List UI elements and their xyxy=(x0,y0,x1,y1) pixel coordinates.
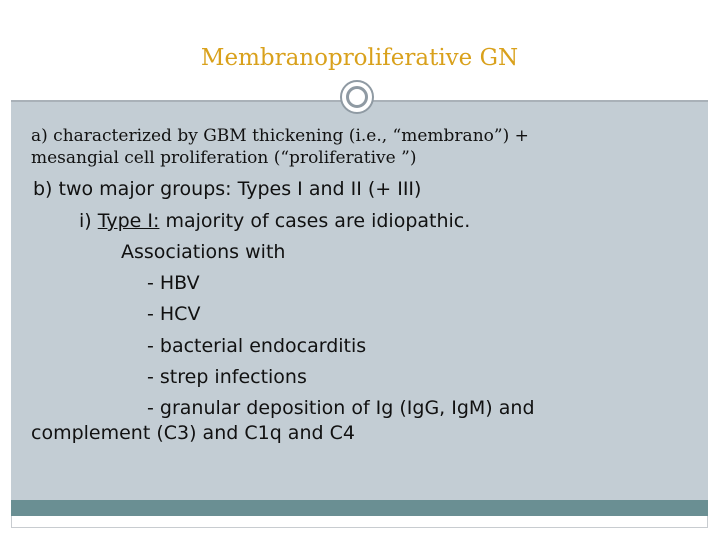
line-i xyxy=(79,210,470,232)
content-area xyxy=(11,102,708,500)
ornament-inner-ring xyxy=(346,86,368,108)
line-b: b) two major groups: Types I and II (+ III) xyxy=(33,178,422,200)
footer-bar xyxy=(11,500,708,516)
type-i-label: Type I: xyxy=(97,210,160,232)
associations-heading: Associations with xyxy=(121,241,286,263)
assoc-item: - strep infections xyxy=(147,366,307,388)
assoc-item: - bacterial endocarditis xyxy=(147,335,367,357)
line-a-1: a) characterized by GBM thickening (i.e., “membrano”) + xyxy=(31,126,529,146)
assoc-item: - HBV xyxy=(147,272,200,294)
line-i-prefix: i) xyxy=(79,210,98,232)
line-i-rest: majority of cases are idiopathic. xyxy=(159,210,471,232)
line-a-2: mesangial cell proliferation (“proliferative ”) xyxy=(31,148,417,168)
slide-title: Membranoproliferative GN xyxy=(200,45,519,71)
assoc-item: - HCV xyxy=(147,303,201,325)
assoc-item: - granular deposition of Ig (IgG, IgM) and xyxy=(147,397,535,419)
last-line: complement (C3) and C1q and C4 xyxy=(31,422,355,444)
divider-ornament-icon xyxy=(340,80,374,114)
